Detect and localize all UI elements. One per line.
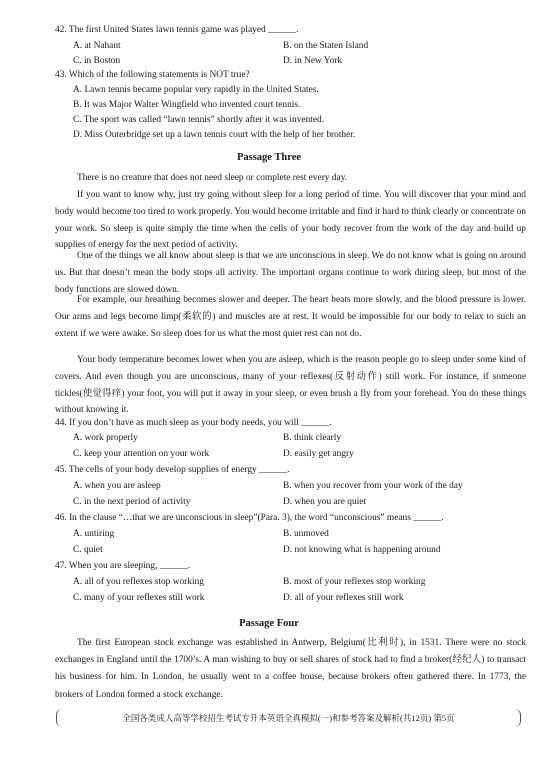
q43-stem: 43. Which of the following statements is NOT true?	[55, 70, 250, 80]
q42-option-d: D. in New York	[283, 56, 343, 66]
q46-option-d: D. not knowing what is happening around	[283, 545, 441, 555]
q45-option-c: C. in the next period of activity	[73, 497, 191, 507]
q44-option-c: C. keep your attention on your work	[73, 449, 210, 459]
q45-stem: 45. The cells of your body develop supplies of energy ______.	[55, 465, 290, 475]
q44-option-a: A. work properly	[73, 433, 138, 443]
q47-option-a: A. all of you reflexes stop working	[73, 577, 204, 587]
page-footer	[56, 709, 521, 727]
q44-stem: 44. If you don’t have as much sleep as your body needs, you will ______.	[55, 418, 332, 428]
passage-three-paragraph-1: There is no creature that does not need sleep or complete rest every day.	[77, 173, 348, 183]
passage-three-paragraph-5: Your body temperature becomes lower when you are asleep, which is the reason people go to sleep under some kind of covers. And even though you are unconscious, many of your reflexes(反射动作) still work. For instance, if someone tickles(使觉得痒) your foot, you will put it away in your sleep, or even brush a fly from your forehead. You do these things without knowing it.	[55, 355, 526, 416]
passage-three-paragraph-2: If you want to know why, just try going without sleep for a long period of time. You will discover that your mind and body would become too tired to work properly. You would become irritable and find it hard to think clearly or concentrate on your work. So sleep is quite simply the time when the cells of your body recover from the work of the day and build up supplies of energy for the next period of activity.	[55, 190, 526, 251]
passage-three-paragraph-3: One of the things we all know about sleep is that we are unconscious in sleep. We do not know what is going on around us. But that doesn’t mean the body stops all activity. The important organs continue to work during sleep, but most of the body functions are slowed down.	[55, 251, 526, 295]
q45-option-d: D. when you are quiet	[283, 497, 367, 507]
q47-option-c: C. many of your reflexes still work	[73, 593, 205, 603]
q47-stem: 47. When you are sleeping, ______.	[55, 561, 191, 571]
q45-option-b: B. when you recover from your work of the day	[283, 481, 463, 491]
passage-four-title: Passage Four	[239, 618, 299, 629]
q43-option-c: C. The sport was called “lawn tennis” shortly after it was invented.	[73, 115, 325, 125]
q46-option-c: C. quiet	[73, 545, 103, 555]
q43-option-d: D. Miss Outerbridge set up a lawn tennis court with the help of her brother.	[73, 130, 356, 140]
q44-option-b: B. think clearly	[283, 433, 342, 443]
q46-option-a: A. untiring	[73, 529, 115, 539]
q47-option-b: B. most of your reflexes stop working	[283, 577, 426, 587]
footer-text: 全国各类成人高等学校招生考试专升本英语全真模拟(一)和参考答案及解析(共12页) 第5页	[122, 713, 455, 723]
passage-four-paragraph-1: The first European stock exchange was established in Antwerp, Belgium(比利时), in 1531. There were no stock exchanges in England until the 1700’s. A man wishing to buy or sell shares of stock had to find a broker(经纪人) to transact his business for him. In London, he usually went to a coffee house, because brokers often gathered there. In 1773, the brokers of London formed a stock exchange.	[55, 638, 526, 700]
q42-option-b: B. on the Staten Island	[283, 41, 369, 51]
q42-option-c: C. in Boston	[73, 56, 121, 66]
q46-option-b: B. unmoved	[283, 529, 329, 539]
q46-stem: 46. In the clause “…that we are unconscious in sleep”(Para. 3), the word “unconscious” means ______.	[55, 513, 444, 523]
q42-option-a: A. at Nahant	[73, 41, 121, 51]
q44-option-d: D. easily get angry	[283, 449, 354, 459]
q47-option-d: D. all of your reflexes still work	[283, 593, 404, 603]
passage-three-title: Passage Three	[236, 152, 302, 163]
q43-option-a: A. Lawn tennis became popular very rapidly in the United States.	[73, 85, 319, 95]
q43-option-b: B. It was Major Walter Wingfield who invented court tennis.	[73, 100, 301, 110]
passage-three-paragraph-4: For example, our breathing becomes slower and deeper. The heart beats more slowly, and the blood pressure is lower. Our arms and legs become limp(柔软的) and muscles are at rest. It would be impossible for our body to relax to such an extent if we were awake. So sleep does for us what the most quiet rest can not do.	[55, 295, 526, 339]
q42-stem: 42. The first United States lawn tennis game was played ______.	[55, 25, 299, 35]
q45-option-a: A. when you are asleep	[73, 481, 161, 491]
